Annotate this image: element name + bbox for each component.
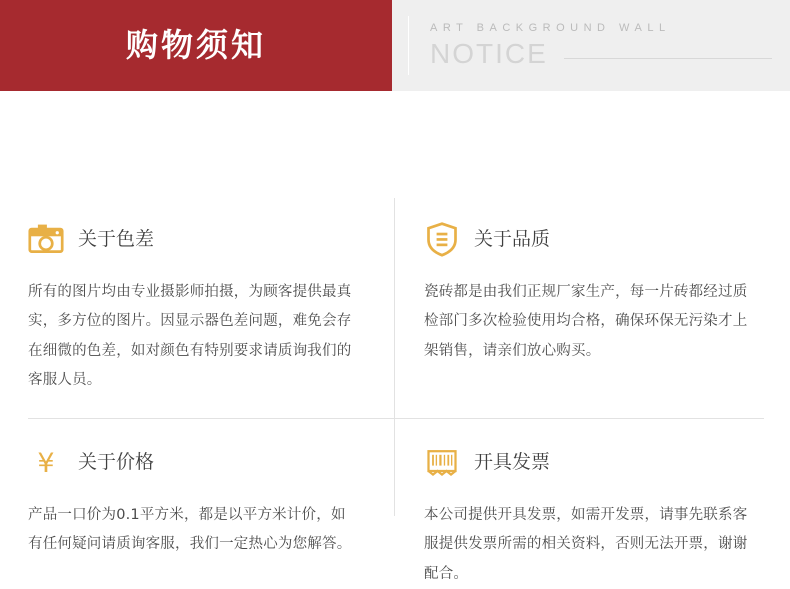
notice-item	[28, 439, 378, 560]
grid-horizontal-divider	[28, 418, 764, 419]
shield-quality-icon	[424, 221, 460, 257]
header-rule	[564, 58, 772, 59]
notice-item-body: 瓷砖都是由我们正规厂家生产，每一片砖都经过质检部门多次检验使用均合格，确保环保无污染才上架销售，请亲们放心购买。	[424, 284, 748, 359]
notice-item-body: 产品一口价为0.1平方米，都是以平方米计价，如有任何疑问请质询客服，我们一定热心为您解答。	[28, 507, 352, 553]
header-subtitle-row	[430, 40, 790, 68]
camera-icon	[28, 221, 64, 257]
notice-item-title: 开具发票	[474, 450, 551, 473]
notice-item-header	[424, 439, 774, 485]
header-divider	[408, 16, 409, 75]
notice-item	[424, 216, 774, 366]
page-title: 购物须知	[125, 25, 266, 64]
notice-item-header	[424, 216, 774, 262]
notice-item-body: 本公司提供开具发票，如需开发票，请事先联系客服提供发票所需的相关资料，否则无法开票，谢谢配合。	[424, 507, 748, 582]
header-subtitle-area	[392, 0, 790, 91]
grid-vertical-divider	[394, 198, 395, 516]
invoice-icon	[424, 444, 460, 480]
notice-grid	[0, 91, 790, 582]
notice-item-title: 关于色差	[78, 227, 155, 250]
notice-item-title: 关于品质	[474, 227, 551, 250]
svg-text:¥: ¥	[37, 447, 55, 479]
header-eyebrow: ART BACKGROUND WALL	[430, 22, 671, 34]
page-header	[0, 0, 790, 91]
notice-item	[28, 216, 378, 395]
header-title-banner	[0, 0, 392, 91]
yuan-price-icon	[28, 444, 64, 480]
notice-item-title: 关于价格	[78, 450, 155, 473]
notice-item-body: 所有的图片均由专业摄影师拍摄，为顾客提供最真实，多方位的图片。因显示器色差问题，难免会存在细微的色差，如对颜色有特别要求请质询我们的客服人员。	[28, 284, 352, 388]
notice-item	[424, 439, 774, 589]
notice-item-header	[28, 216, 378, 262]
notice-item-header	[28, 439, 378, 485]
header-subtitle: NOTICE	[430, 38, 548, 69]
